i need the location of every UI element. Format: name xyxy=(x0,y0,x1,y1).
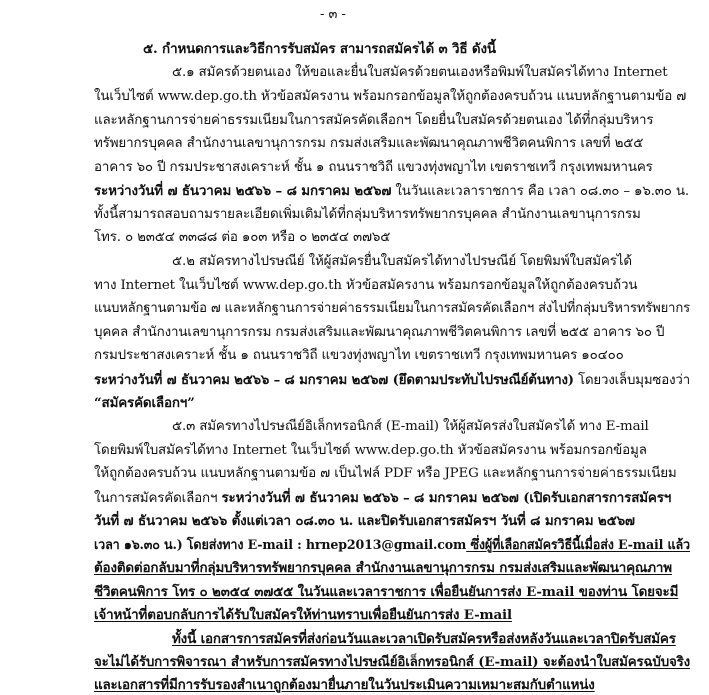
s53-line-6-start: เวลา ๑๖.๓๐ น.) โดยส่งทาง E-mail : xyxy=(94,537,306,553)
s52-line-5: กรมประชาสงเคราะห์ ชั้น ๑ ถนนราชวิถี แขวงทุ่งพญาไท เขตราชเทวี กรุงเทพมหานคร ๑๐๔๐๐ xyxy=(94,348,624,363)
contact-email: hrnep2013@gmail.com xyxy=(305,537,467,553)
s52-date-range: ระหว่างวันที่ ๗ ธันวาคม ๒๕๖๖ – ๘ มกราคม ๒๕๖๗ (ยึดตามประทับไปรษณีย์ต้นทาง) xyxy=(94,372,574,388)
s53-line-4-start: ในการสมัครคัดเลือกฯ xyxy=(94,491,222,506)
page-number: - ๓ - xyxy=(320,7,346,22)
s53-line-4 xyxy=(94,489,671,508)
s53-line-9: เจ้าหน้าที่ตอบกลับการได้รับใบสมัครให้ท่านทราบเพื่อยืนยันการส่ง E-mail xyxy=(94,607,512,623)
note-line-2: จะไม่ได้รับการพิจารณา สำหรับการสมัครทางไปรษณีย์อิเล็กทรอนิกส์ (E-mail) จะต้องนำใบสมัครฉบับจริง xyxy=(94,654,690,670)
s51-date-range: ระหว่างวันที่ ๗ ธันวาคม ๒๕๖๖ – ๘ มกราคม ๒๕๖๗ xyxy=(94,183,392,199)
s53-line-8: ชีวิตคนพิการ โทร ๐ ๒๓๕๔ ๓๗๕๕ ในวันและเวลาราชการ เพื่อยืนยันการส่ง E-mail ของท่าน โดยจะมี xyxy=(94,584,679,600)
s51-line-8: โทร. ๐ ๒๓๕๔ ๓๓๘๘ ต่อ ๑๐๓ หรือ ๐ ๒๓๕๔ ๓๗๖๕ xyxy=(94,230,391,245)
note-line-3: และเอกสารที่มีการรับรองสำเนาถูกต้องมายื่นภายในวันประเมินความเหมาะสมกับตำแหน่ง xyxy=(94,677,595,693)
s51-line-7: ทั้งนี้สามารถสอบถามรายละเอียดเพิ่มเติมได้ที่กลุ่มบริหารทรัพยากรบุคคล สำนักงานเลขานุการกรม xyxy=(94,207,641,222)
s53-line-1: ๕.๓ สมัครทางไปรษณีย์อิเล็กทรอนิกส์ (E-mail) ให้ผู้สมัครส่งใบสมัครได้ ทาง E-mail xyxy=(172,419,649,434)
s51-line-2: ในเว็บไซต์ www.dep.go.th หัวข้อสมัครงาน พร้อมกรอกข้อมูลให้ถูกต้องครบถ้วน แนบหลักฐานตามข้อ ๗ xyxy=(94,89,687,104)
s53-line-5: วันที่ ๗ ธันวาคม ๒๕๖๖ ตั้งแต่เวลา ๐๘.๓๐ น. และปิดรับเอกสารสมัครฯ วันที่ ๘ มกราคม ๒๕๖๗ xyxy=(94,513,635,529)
section-heading: ๕. กำหนดการและวิธีการรับสมัคร สามารถสมัครได้ ๓ วิธี ดังนี้ xyxy=(143,41,496,57)
s53-line-6-underlined: ซึ่งผู้ที่เลือกสมัครวิธีนี้เมื่อส่ง E-mail แล้ว xyxy=(466,537,690,553)
s51-line-6 xyxy=(94,182,689,201)
s52-line-7: “สมัครคัดเลือกฯ” xyxy=(94,395,195,411)
s52-line-4: บุคคล สำนักงานเลขานุการกรม กรมส่งเสริมและพัฒนาคุณภาพชีวิตคนพิการ เลขที่ ๒๕๕ อาคาร ๖๐ ปี xyxy=(94,325,665,340)
s52-line-1: ๕.๒ สมัครทางไปรษณีย์ ให้ผู้สมัครยื่นใบสมัครได้ทางไปรษณีย์ โดยพิมพ์ใบสมัครได้ xyxy=(172,254,632,269)
s51-line-3: และหลักฐานการจ่ายค่าธรรมเนียมในการสมัครคัดเลือกฯ โดยยื่นใบสมัครด้วยตนเอง ได้ที่กลุ่มบริหาร xyxy=(94,113,654,128)
s52-line-2: ทาง Internet ในเว็บไซต์ www.dep.go.th หัวข้อสมัครงาน พร้อมกรอกข้อมูลให้ถูกต้องครบถ้วน xyxy=(94,278,638,293)
s53-line-2: โดยพิมพ์ใบสมัครได้ทาง Internet ในเว็บไซต์ www.dep.go.th หัวข้อสมัครงาน พร้อมกรอกข้อมูล xyxy=(94,443,647,458)
s52-line-3: แนบหลักฐานตามข้อ ๗ และหลักฐานการจ่ายค่าธรรมเนียมในการสมัครคัดเลือกฯ ส่งไปที่กลุ่มบริหารทรัพยากร xyxy=(94,301,690,316)
s53-line-7: ต้องติดต่อกลับมาที่กลุ่มบริหารทรัพยากรบุคคล สำนักงานเลขานุการกรม กรมส่งเสริมและพัฒนาคุณภาพ xyxy=(94,560,672,576)
s53-line-3: ให้ถูกต้องครบถ้วน แนบหลักฐานตามข้อ ๗ เป็นไฟล์ PDF หรือ JPEG และหลักฐานการจ่ายค่าธรรมเนียม xyxy=(94,466,677,481)
note-line-1: ทั้งนี้ เอกสารการสมัครที่ส่งก่อนวันและเวลาเปิดรับสมัครหรือส่งหลังวันและเวลาปิดรับสมัคร xyxy=(172,631,676,647)
s51-line-4: ทรัพยากรบุคคล สำนักงานเลขานุการกรม กรมส่งเสริมและพัฒนาคุณภาพชีวิตคนพิการ เลขที่ ๒๕๕ xyxy=(94,136,644,151)
s52-envelope-note: โดยวงเล็บมุมซองว่า xyxy=(573,373,690,388)
s52-line-6 xyxy=(94,371,690,390)
s51-line-1: ๕.๑ สมัครด้วยตนเอง ให้ขอและยื่นใบสมัครด้วยตนเองหรือพิมพ์ใบสมัครได้ทาง Internet xyxy=(172,65,668,80)
s53-line-6 xyxy=(94,536,690,554)
s53-date-range: ระหว่างวันที่ ๗ ธันวาคม ๒๕๖๖ – ๘ มกราคม ๒๕๖๗ (เปิดรับเอกสารการสมัครฯ xyxy=(221,490,672,506)
s51-line-5: อาคาร ๖๐ ปี กรมประชาสงเคราะห์ ชั้น ๑ ถนนราชวิถี แขวงทุ่งพญาไท เขตราชเทวี กรุงเทพมหานคร xyxy=(94,160,653,175)
s51-office-hours: ในวันและเวลาราชการ คือ เวลา ๐๘.๓๐ – ๑๖.๓๐ น. xyxy=(391,184,690,199)
